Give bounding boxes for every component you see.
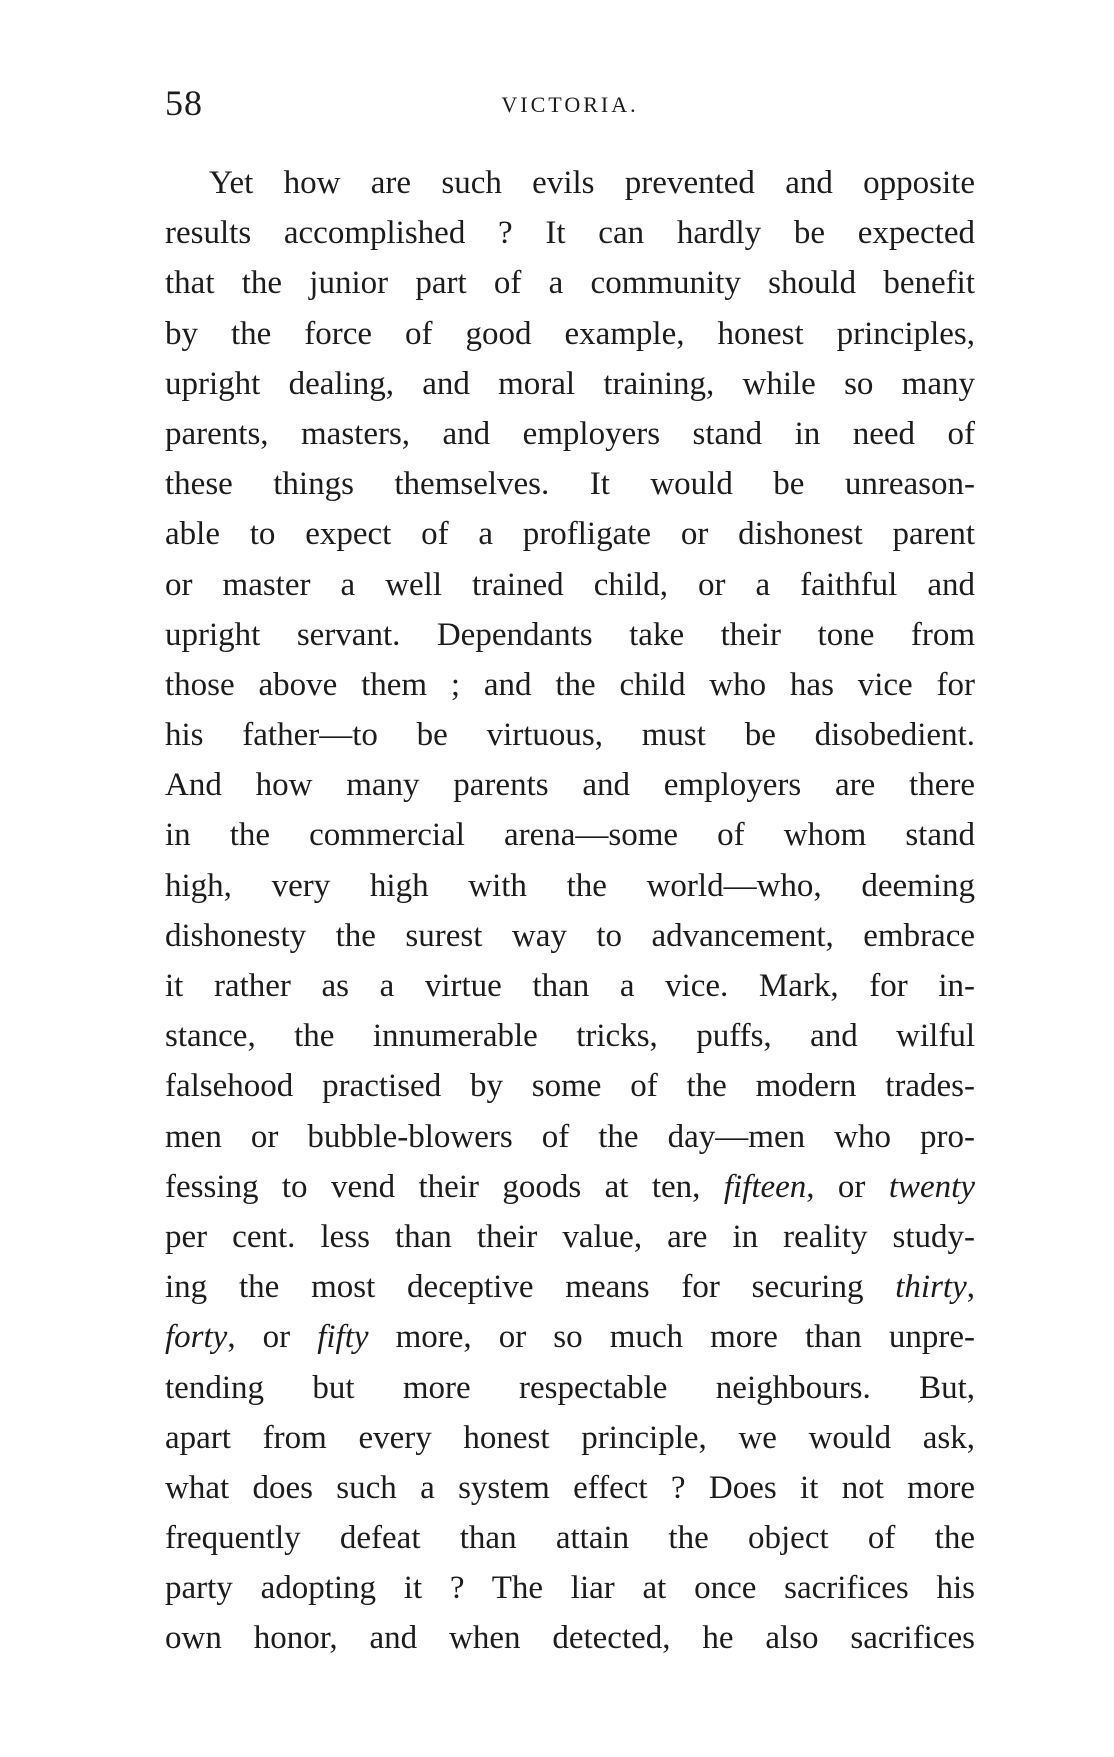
text-run: what does such a system effect ? Does it not more [165, 1469, 975, 1506]
text-run: apart from every honest principle, we would ask, [165, 1419, 975, 1456]
text-line [165, 158, 975, 208]
text-line [165, 1363, 975, 1413]
text-line [165, 1011, 975, 1061]
page-number: 58 [165, 83, 203, 123]
text-line [165, 861, 975, 911]
text-run: men or bubble-blowers of the day—men who pro- [165, 1118, 975, 1155]
running-head [165, 82, 975, 132]
text-run: per cent. less than their value, are in reality study- [165, 1218, 975, 1255]
text-line [165, 1513, 975, 1563]
text-run: upright servant. Dependants take their tone from [165, 616, 975, 653]
italic-text: forty [165, 1319, 228, 1356]
text-line [165, 1463, 975, 1513]
text-line [165, 610, 975, 660]
text-run: in the commercial arena—some of whom stand [165, 817, 975, 854]
text-run: by the force of good example, honest principles, [165, 315, 975, 352]
text-run: ing the most deceptive means for securing [165, 1269, 896, 1306]
text-run: parents, masters, and employers stand in need of [165, 415, 975, 452]
text-run: party adopting it ? The liar at once sacrifices his [165, 1570, 975, 1607]
running-title: VICTORIA. [501, 92, 639, 117]
text-run: Yet how are such evils prevented and opposite [209, 165, 975, 201]
text-run: , or [806, 1168, 889, 1205]
italic-text: fifty [317, 1319, 369, 1356]
text-line [165, 660, 975, 710]
text-run: , [966, 1269, 975, 1306]
text-run: those above them ; and the child who has vice for [165, 666, 975, 703]
text-run: , or [227, 1319, 318, 1356]
text-line [165, 760, 975, 810]
text-run: And how many parents and employers are there [165, 767, 975, 804]
text-line [165, 961, 975, 1011]
italic-text: fifteen [723, 1168, 807, 1205]
text-line [165, 459, 975, 509]
text-run: stance, the innumerable tricks, puffs, and wilful [165, 1018, 975, 1055]
text-run: high, very high with the world—who, deeming [165, 867, 975, 904]
text-run: frequently defeat than attain the object of the [165, 1520, 975, 1557]
text-line [165, 1262, 975, 1312]
text-line [165, 1162, 975, 1212]
text-run: upright dealing, and moral training, while so many [165, 365, 975, 402]
text-line [165, 509, 975, 559]
text-run: or master a well trained child, or a faithful and [165, 566, 975, 603]
text-run: dishonesty the surest way to advancement, embrace [165, 917, 975, 954]
text-line [165, 1413, 975, 1463]
body-text [165, 158, 975, 1664]
text-line [165, 258, 975, 308]
text-line [165, 710, 975, 760]
text-line [165, 1112, 975, 1162]
text-line [165, 911, 975, 961]
text-line [165, 560, 975, 610]
text-line [165, 359, 975, 409]
text-run: that the junior part of a community should benefit [165, 265, 975, 302]
text-line [165, 810, 975, 860]
text-run: fessing to vend their goods at ten, [165, 1168, 724, 1205]
text-run: more, or so much more than unpre- [368, 1319, 975, 1356]
text-line [165, 1061, 975, 1111]
text-run: tending but more respectable neighbours. But, [165, 1369, 975, 1406]
text-line [165, 1312, 975, 1362]
text-line [165, 309, 975, 359]
text-line [165, 409, 975, 459]
text-run: results accomplished ? It can hardly be expected [165, 215, 975, 252]
italic-text: twenty [888, 1168, 975, 1205]
text-line [165, 1212, 975, 1262]
text-run: these things themselves. It would be unreason- [165, 466, 975, 503]
text-run: falsehood practised by some of the modern trades- [165, 1068, 975, 1105]
text-run: it rather as a virtue than a vice. Mark, for in- [165, 968, 975, 1004]
text-line [165, 1563, 975, 1613]
italic-text: thirty [895, 1269, 967, 1306]
text-run: own honor, and when detected, he also sacrifices [165, 1620, 975, 1657]
text-run: able to expect of a profligate or dishonest parent [165, 516, 975, 553]
text-line [165, 208, 975, 258]
text-line [165, 1613, 975, 1663]
text-run: his father—to be virtuous, must be disobedient. [165, 717, 975, 754]
